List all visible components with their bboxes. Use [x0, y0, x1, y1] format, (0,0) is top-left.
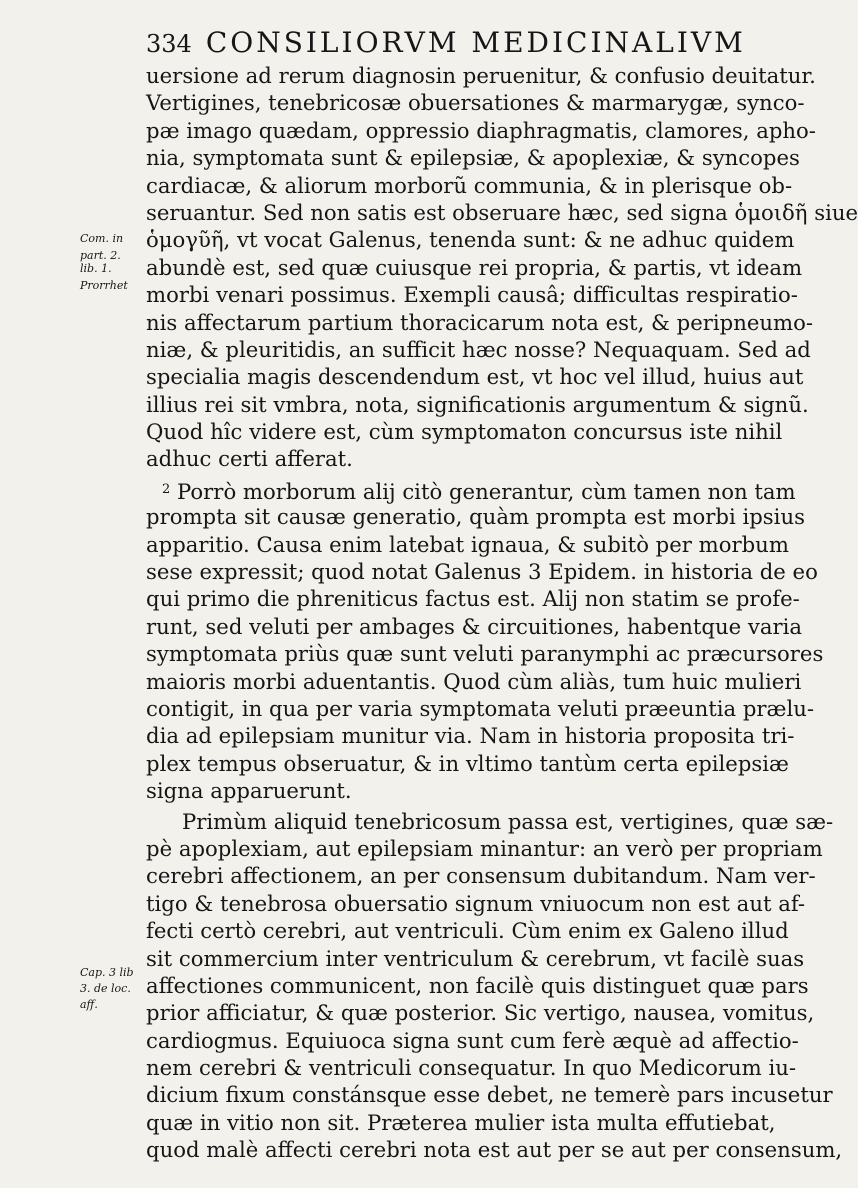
text-line: cerebri affectionem, an per consensum dubitandum. Nam ver- — [146, 863, 816, 889]
text-line: quod malè affecti cerebri nota est aut per se aut per consensum, — [146, 1137, 843, 1163]
text-line: uersione ad rerum diagnosin peruenitur, & confusio deuitatur. — [146, 63, 816, 88]
text-line: Quod hîc videre est, cùm symptomaton concursus iste nihil — [146, 419, 783, 445]
text-line: sese expressit; quod notat Galenus 3 Epidem. in historia de eo — [146, 559, 818, 585]
text-line: dia ad epilepsiam munitur via. Nam in historia proposita tri- — [146, 723, 795, 749]
text-line: specialia magis descendendum est, vt hoc vel illud, huius aut — [146, 364, 804, 390]
text-line: quæ in vitio non sit. Præterea mulier ista multa effutiebat, — [146, 1109, 776, 1135]
text-line: prompta sit causæ generatio, quàm prompta est morbi ipsius — [146, 504, 805, 530]
text-line: apparitio. Causa enim latebat ignaua, & subitò per morbum — [146, 531, 789, 557]
text-line: Porrò morborum alij citò generantur, cùm tamen non tam — [177, 478, 796, 504]
text-line: runt, sed veluti per ambages & circuitiones, habentque varia — [146, 613, 803, 639]
text-line: qui primo die phreniticus factus est. Alij non statim se profe- — [146, 586, 800, 612]
text-line: symptomata priùs quæ sunt veluti paranymphi ac præcursores — [146, 641, 824, 667]
text-line: prior afficiatur, & quæ posterior. Sic vertigo, nausea, vomitus, — [146, 1000, 815, 1026]
text-line: illius rei sit vmbra, nota, significationis argumentum & signũ. — [146, 391, 809, 417]
text-line: cardiacæ, & aliorum morborũ communia, & in plerisque ob- — [146, 172, 793, 198]
text-line: morbi venari possimus. Exempli causâ; difficultas respiratio- — [146, 282, 798, 308]
text-line: pè apoplexiam, aut epilepsiam minantur: an verò per propriam — [146, 835, 823, 861]
text-line-first — [146, 476, 796, 504]
text-line: sit commercium inter ventriculum & cerebrum, vt facilè suas — [146, 945, 805, 971]
text-line: contigit, in qua per varia symptomata veluti præeuntia prælu- — [146, 695, 815, 721]
margin-note-line: lib. 1. — [80, 262, 112, 275]
margin-note-2 — [80, 966, 146, 1011]
text-line: niæ, & pleuritidis, an sufficit hæc nosse? Nequaquam. Sed ad — [146, 336, 811, 362]
text-line: pæ imago quædam, oppressio diaphragmatis, clamores, apho- — [146, 117, 816, 143]
text-line: cardiogmus. Equiuoca signa sunt cum ferè æquè ad affectio- — [146, 1027, 799, 1053]
text-line: Primùm aliquid tenebricosum passa est, vertigines, quæ sæ- — [182, 808, 834, 834]
text-line: nia, symptomata sunt & epilepsiæ, & apoplexiæ, & syncopes — [146, 145, 800, 171]
text-line: Vertigines, tenebricosæ obuersationes & marmarygæ, synco- — [146, 90, 805, 116]
text-line: dicium fixum constánsque esse debet, ne temerè pars incusetur — [146, 1082, 833, 1108]
text-line: affectiones communicent, non facilè quis distinguet quæ pars — [146, 972, 809, 998]
margin-note-line: 3. de loc. — [80, 982, 131, 995]
page-header — [146, 26, 786, 66]
text-line: tigo & tenebrosa obuersatio signum vniuocum non est aut af- — [146, 890, 806, 916]
text-line: nem cerebri & ventriculi consequatur. In quo Medicorum iu- — [146, 1055, 797, 1081]
text-line: plex tempus obseruatur, & in vltimo tantùm certa epilepsiæ — [146, 750, 789, 776]
margin-note-line: Com. in — [80, 232, 124, 245]
text-line: abundè est, sed quæ cuiusque rei propria, & partis, vt ideam — [146, 254, 803, 280]
text-line: adhuc certi afferat. — [146, 446, 353, 472]
running-title: CONSILIORVM MEDICINALIVM — [205, 26, 746, 59]
margin-note-line: Prorrhet — [80, 279, 128, 292]
text-line: signa apparuerunt. — [146, 778, 352, 804]
note-marker: 2 — [162, 481, 171, 497]
margin-note-line: Cap. 3 lib — [80, 966, 134, 979]
text-line: maioris morbi aduentantis. Quod cùm aliàs, tum huic mulieri — [146, 668, 802, 694]
margin-note-line: part. 2. — [80, 249, 121, 262]
text-line: ὁμογῦῆ, vt vocat Galenus, tenenda sunt: & ne adhuc quidem — [146, 227, 795, 253]
body-text — [146, 62, 858, 1164]
margin-note-line: aff. — [80, 998, 98, 1011]
margin-note-1 — [80, 232, 146, 292]
text-line: nis affectarum partium thoracicarum nota est, & peripneumo- — [146, 309, 814, 335]
page-number: 334 — [146, 30, 192, 58]
text-line: fecti certò cerebri, aut ventriculi. Cùm enim ex Galeno illud — [146, 918, 789, 944]
text-line: seruantur. Sed non satis est obseruare hæc, sed signa ὁμοιδῆ siue — [146, 199, 858, 225]
